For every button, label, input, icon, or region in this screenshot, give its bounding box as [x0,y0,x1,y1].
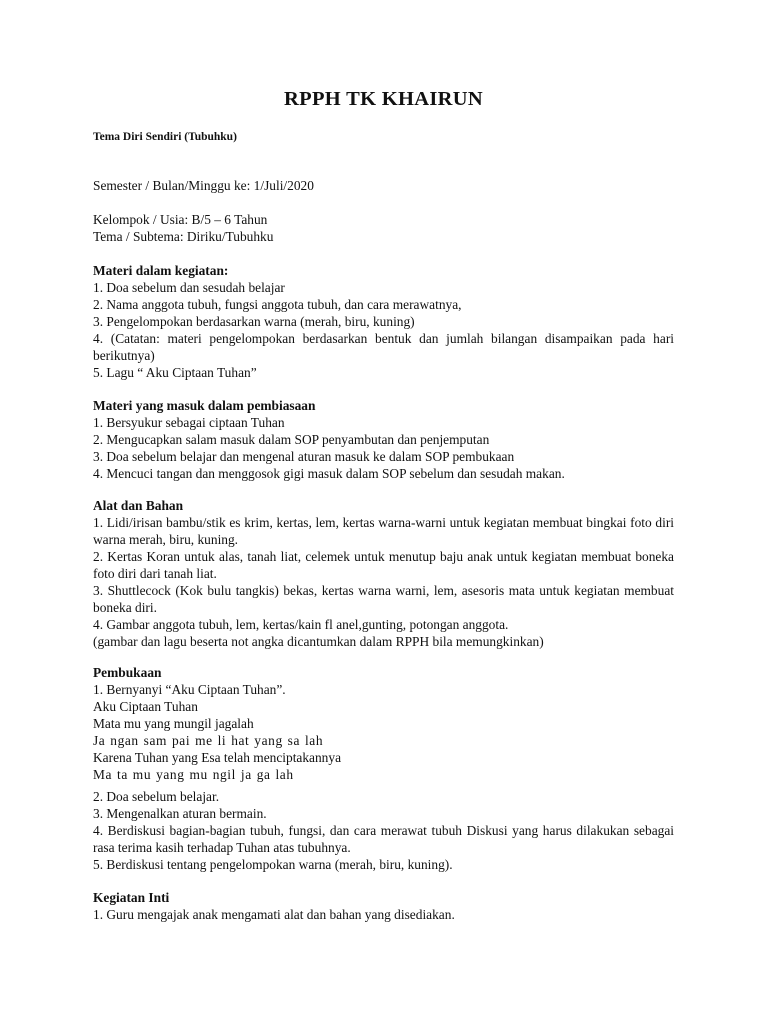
meta-semester-block [93,177,674,194]
meta-group-block [93,211,674,245]
pembiasaan-heading: Materi yang masuk dalam pembiasaan [93,398,316,413]
inti-section [93,889,674,923]
list-item: 4. (Catatan: materi pengelompokan berdasarkan bentuk dan jumlah bilangan disampaikan pada hari berikutnya) [93,331,674,363]
pembukaan-steps [93,788,674,873]
list-item: 4. Mencuci tangan dan menggosok gigi masuk dalam SOP sebelum dan sesudah makan. [93,466,565,481]
list-item: 1. Lidi/irisan bambu/stik es krim, kertas, lem, kertas warna-warni untuk kegiatan membuat bingkai foto diri warna merah, biru, kuning. [93,515,674,547]
meta-semester: Semester / Bulan/Minggu ke: 1/Juli/2020 [93,178,314,193]
meta-subtema: Tema / Subtema: Diriku/Tubuhku [93,229,274,244]
materi-section [93,262,674,381]
alat-section [93,497,674,650]
list-item: 2. Kertas Koran untuk alas, tanah liat, celemek untuk menutup baju anak untuk kegiatan membuat boneka foto diri dari tanah liat. [93,549,674,581]
song-line: Karena Tuhan yang Esa telah menciptakannya [93,750,342,765]
list-item: 4. Gambar anggota tubuh, lem, kertas/kain fl anel,gunting, potongan anggota. [93,617,509,632]
list-item: 2. Doa sebelum belajar. [93,789,220,804]
document-page [93,0,674,1024]
song-line: Ma ta mu yang mu ngil ja ga lah [93,767,294,782]
list-item: 1. Guru mengajak anak mengamati alat dan bahan yang disediakan. [93,907,455,922]
document-title: RPPH TK KHAIRUN [284,88,483,110]
list-item: 3. Doa sebelum belajar dan mengenal aturan masuk ke dalam SOP pembukaan [93,449,515,464]
alat-heading: Alat dan Bahan [93,498,184,513]
list-item: 3. Shuttlecock (Kok bulu tangkis) bekas, kertas warna warni, lem, asesoris mata untuk kegiatan membuat boneka diri. [93,583,674,615]
list-item: 3. Mengenalkan aturan bermain. [93,806,267,821]
song-line: Aku Ciptaan Tuhan [93,699,198,714]
list-item: 4. Berdiskusi bagian-bagian tubuh, fungsi, dan cara merawat tubuh Diskusi yang harus dilakukan sebagai rasa terima kasih terhadap Tuhan atas tubuhnya. [93,823,674,855]
list-item: 2. Mengucapkan salam masuk dalam SOP penyambutan dan penjemputan [93,432,490,447]
theme-label: Tema Diri Sendiri (Tubuhku) [93,131,237,143]
list-item: 5. Lagu “ Aku Ciptaan Tuhan” [93,365,257,380]
song-line: Mata mu yang mungil jagalah [93,716,254,731]
pembukaan-section [93,664,674,783]
pembiasaan-section [93,397,674,482]
meta-kelompok: Kelompok / Usia: B/5 – 6 Tahun [93,212,268,227]
list-item: 2. Nama anggota tubuh, fungsi anggota tubuh, dan cara merawatnya, [93,297,462,312]
inti-heading: Kegiatan Inti [93,890,170,905]
list-item: 1. Doa sebelum dan sesudah belajar [93,280,285,295]
list-item: 3. Pengelompokan berdasarkan warna (merah, biru, kuning) [93,314,415,329]
materi-heading: Materi dalam kegiatan: [93,263,229,278]
list-item: 5. Berdiskusi tentang pengelompokan warna (merah, biru, kuning). [93,857,453,872]
song-line: Ja ngan sam pai me li hat yang sa lah [93,733,324,748]
alat-note: (gambar dan lagu beserta not angka dicantumkan dalam RPPH bila memungkinkan) [93,634,544,649]
pembukaan-heading: Pembukaan [93,665,162,680]
song-intro: 1. Bernyanyi “Aku Ciptaan Tuhan”. [93,682,286,697]
list-item: 1. Bersyukur sebagai ciptaan Tuhan [93,415,285,430]
